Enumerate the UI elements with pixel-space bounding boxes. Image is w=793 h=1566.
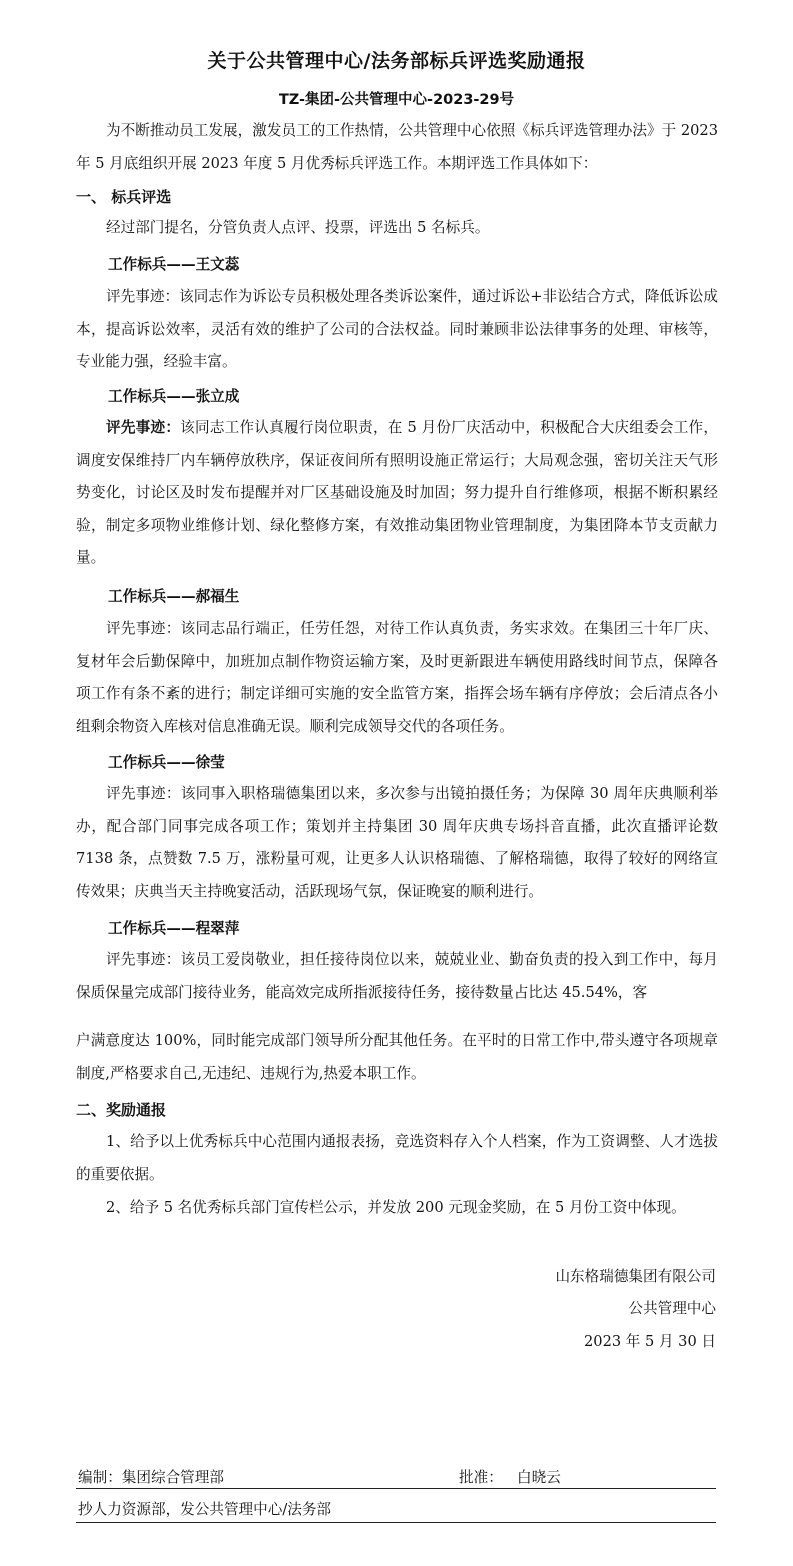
footer-divider — [76, 1522, 716, 1523]
footer-divider — [76, 1488, 716, 1489]
reward-item: 2、给予 5 名优秀标兵部门宣传栏公示，并发放 200 元现金奖励，在 5 月份工资中体现。 — [106, 1199, 686, 1216]
awardee-lead-label: 评先事迹： — [106, 419, 181, 436]
awardee-description: 评先事迹：该同事入职格瑞德集团以来，多次参与出镜拍摄任务；为保障 30 周年庆典顺利举办，配合部门同事完成各项工作；策划并主持集团 30 周年庆典专场抖音直播，此次直播评论数 7138 条，点赞数 7.5 万，涨粉量可观，让更多人认识格瑞德、了解格瑞德，取得了较好的网络宣传效果；庆典当天主持晚宴活动，活跃现场气氛，保证晚宴的顺利进行。 — [76, 785, 718, 900]
footer-editor: 编制：集团综合管理部 — [78, 1469, 224, 1486]
reward-item: 1、给予以上优秀标兵中心范围内通报表扬，竞选资料存入个人档案，作为工资调整、人才选拔的重要依据。 — [76, 1133, 718, 1183]
signature-department: 公共管理中心 — [628, 1300, 716, 1317]
awardee-description — [76, 412, 718, 575]
awardee-description: 评先事迹：该同志作为诉讼专员积极处理各类诉讼案件，通过诉讼+非讼结合方式，降低诉讼成本，提高诉讼效率，灵活有效的维护了公司的合法权益。同时兼顾非讼法律事务的处理、审核等，专业能力强，经验丰富。 — [76, 288, 718, 370]
awardee-title: 工作标兵——徐莹 — [108, 754, 225, 771]
awardee-description-part2: 户满意度达 100%，同时能完成部门领导所分配其他任务。在平时的日常工作中,带头遵守各项规章制度,严格要求自己,无违纪、违规行为,热爱本职工作。 — [76, 1032, 718, 1082]
document-title: 关于公共管理中心/法务部标兵评选奖励通报 — [207, 50, 586, 72]
footer-approver: 白晓云 — [517, 1469, 561, 1486]
awardee-title: 工作标兵——张立成 — [108, 388, 240, 405]
awardee-title: 工作标兵——郝福生 — [108, 588, 240, 605]
awardee-title: 工作标兵——程翠萍 — [108, 920, 240, 937]
awardee-description-part1: 评先事迹：该员工爱岗敬业，担任接待岗位以来，兢兢业业、勤奋负责的投入到工作中，每月保质保量完成部门接待业务，能高效完成所指派接待任务，接待数量占比达 45.54%，客 — [76, 951, 718, 1001]
section1-heading: 一、 标兵评选 — [76, 188, 172, 206]
signature-company: 山东格瑞德集团有限公司 — [555, 1268, 716, 1285]
awardee-title: 工作标兵——王文蕊 — [108, 256, 240, 273]
signature-date: 2023 年 5 月 30 日 — [584, 1333, 716, 1350]
footer-cc: 抄人力资源部，发公共管理中心/法务部 — [78, 1501, 332, 1518]
awardee-description: 评先事迹：该同志品行端正，任劳任怨，对待工作认真负责，务实求效。在集团三十年厂庆、复材年会后勤保障中，加班加点制作物资运输方案，及时更新跟进车辆使用路线时间节点，保障各项工作有条不紊的进行；制定详细可实施的安全监管方案，指挥会场车辆有序停放；会后清点各小组剩余物资入库核对信息准确无误。顺利完成领导交代的各项任务。 — [76, 620, 718, 735]
document-number: TZ-集团-公共管理中心-2023-29号 — [278, 92, 515, 108]
section1-summary: 经过部门提名，分管负责人点评、投票，评选出 5 名标兵。 — [106, 219, 490, 236]
section2-heading: 二、奖励通报 — [76, 1101, 167, 1119]
awardee-text: 该同志工作认真履行岗位职责，在 5 月份厂庆活动中，积极配合大庆组委会工作，调度安保维持厂内车辆停放秩序，保证夜间所有照明设施正常运行；大局观念强，密切关注天气形势变化，讨论区及时发布提醒并对厂区基础设施及时加固；努力提升自行维修项，根据不断积累经验，制定多项物业维修计划、绿化整修方案，有效推动集团物业管理制度，为集团降本节支贡献力量。 — [76, 419, 718, 566]
footer-approver-label: 批准： — [459, 1469, 503, 1486]
intro-paragraph: 为不断推动员工发展，激发员工的工作热情，公共管理中心依照《标兵评选管理办法》于 2023 年 5 月底组织开展 2023 年度 5 月优秀标兵评选工作。本期评选工作具体如下： — [76, 122, 718, 172]
